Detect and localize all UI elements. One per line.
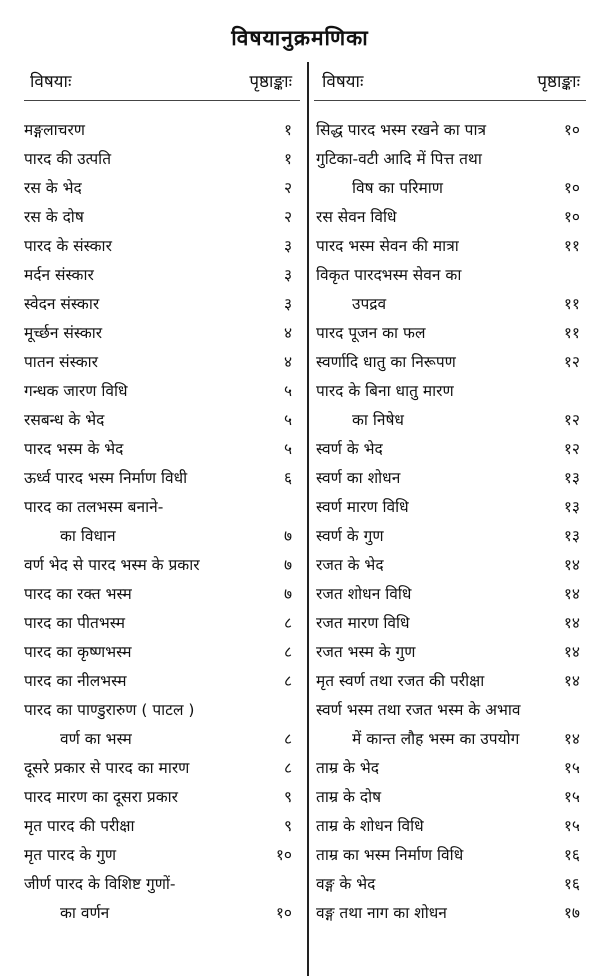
toc-entry <box>316 667 584 696</box>
entry-page-number: १३ <box>563 469 580 487</box>
entry-page-number: ४ <box>283 324 292 342</box>
toc-entry <box>316 464 584 493</box>
toc-entry <box>316 899 584 928</box>
entry-title: रजत शोधन विधि <box>316 585 412 603</box>
toc-entry <box>24 493 296 551</box>
entry-page-number: ३ <box>283 237 292 255</box>
toc-entry <box>24 232 296 261</box>
entry-page-number: १७ <box>563 904 580 922</box>
entry-page-number: १४ <box>563 672 580 690</box>
entry-page-number: १५ <box>563 817 580 835</box>
entry-title: रस के दोष <box>24 208 84 226</box>
toc-entry <box>24 812 296 841</box>
entry-page-number: ५ <box>283 382 292 400</box>
entry-page-number: १४ <box>563 585 580 603</box>
page-title: विषयानुक्रमणिका <box>231 26 369 50</box>
toc-entry <box>24 609 296 638</box>
toc-entry <box>24 551 296 580</box>
entry-page-number: १० <box>275 904 292 922</box>
entry-title: पारद के बिना धातु मारण <box>316 382 454 400</box>
entry-title-continued: का निषेध <box>352 411 404 429</box>
column-divider <box>307 62 309 976</box>
entry-title: पारद का पाण्डुरारुण ( पाटल ) <box>24 701 195 719</box>
subject-header: विषयाः <box>322 71 364 92</box>
toc-entry <box>316 841 584 870</box>
toc-entry <box>24 870 296 928</box>
entry-page-number: १५ <box>563 759 580 777</box>
entry-page-number: १२ <box>563 411 580 429</box>
toc-entry <box>24 464 296 493</box>
entry-title-continued: विष का परिमाण <box>352 179 444 197</box>
page-header: पृष्ठाङ्काः <box>249 71 292 92</box>
right-column <box>316 64 584 928</box>
entry-title: पारद के संस्कार <box>24 237 112 255</box>
page-header: पृष्ठाङ्काः <box>537 71 580 92</box>
entry-title: पारद की उत्पति <box>24 150 112 168</box>
entry-title: पारद का रक्त भस्म <box>24 585 132 603</box>
entry-page-number: १४ <box>563 556 580 574</box>
entry-title: स्वर्ण के गुण <box>316 527 384 545</box>
toc-entry <box>24 145 296 174</box>
toc-entry <box>24 406 296 435</box>
toc-entry <box>316 522 584 551</box>
entry-title: मर्दन संस्कार <box>24 266 94 284</box>
entry-page-number: १२ <box>563 353 580 371</box>
entry-title: मङ्गलाचरण <box>24 121 85 139</box>
toc-entry <box>24 203 296 232</box>
entry-title: रसबन्ध के भेद <box>24 411 105 429</box>
entry-page-number: ५ <box>283 440 292 458</box>
entry-title-continued: का विधान <box>60 527 116 545</box>
toc-entry <box>316 754 584 783</box>
toc-entry <box>316 696 584 754</box>
subject-header: विषयाः <box>30 71 72 92</box>
entry-page-number: ४ <box>283 353 292 371</box>
entry-title-continued: उपद्रव <box>352 295 387 313</box>
entry-page-number: १३ <box>563 498 580 516</box>
toc-entry <box>316 261 584 319</box>
toc-entry <box>24 638 296 667</box>
entry-title: पारद का कृष्णभस्म <box>24 643 132 661</box>
entry-page-number: ८ <box>283 643 292 661</box>
entry-page-number: १६ <box>563 846 580 864</box>
toc-entry <box>24 841 296 870</box>
entry-title: मृत पारद की परीक्षा <box>24 817 135 835</box>
entry-title: ऊर्ध्व पारद भस्म निर्माण विधी <box>24 469 188 487</box>
entry-title: स्वर्ण के भेद <box>316 440 383 458</box>
entry-page-number: ९ <box>283 788 292 806</box>
entry-title-continued: का वर्णन <box>60 904 110 922</box>
toc-entry <box>24 174 296 203</box>
toc-entry <box>24 319 296 348</box>
toc-entry <box>316 812 584 841</box>
toc-entry <box>24 348 296 377</box>
entry-title: पारद मारण का दूसरा प्रकार <box>24 788 178 806</box>
toc-entry <box>316 493 584 522</box>
entry-page-number: ११ <box>563 324 580 342</box>
entry-title: रजत मारण विधि <box>316 614 410 632</box>
toc-entry <box>316 319 584 348</box>
entry-title: पारद का तलभस्म बनाने- <box>24 498 164 516</box>
entry-title: स्वर्णादि धातु का निरूपण <box>316 353 456 371</box>
entry-page-number: १ <box>283 121 292 139</box>
entry-title: रस सेवन विधि <box>316 208 397 226</box>
toc-entry <box>24 116 296 145</box>
entry-title: पारद पूजन का फल <box>316 324 426 342</box>
right-entry-list <box>316 116 584 928</box>
entry-title-continued: वर्ण का भस्म <box>60 730 132 748</box>
entry-page-number: ८ <box>283 730 292 748</box>
entry-title: गुटिका-वटी आदि में पित्त तथा <box>316 150 482 168</box>
entry-title: दूसरे प्रकार से पारद का मारण <box>24 759 190 777</box>
entry-page-number: ८ <box>283 614 292 632</box>
entry-title-continued: में कान्त लौह भस्म का उपयोग <box>352 730 520 748</box>
entry-title: पारद भस्म के भेद <box>24 440 124 458</box>
toc-entry <box>24 580 296 609</box>
toc-entry <box>24 290 296 319</box>
entry-title: पारद भस्म सेवन की मात्रा <box>316 237 459 255</box>
entry-page-number: ३ <box>283 266 292 284</box>
toc-entry <box>24 783 296 812</box>
entry-page-number: ६ <box>283 469 292 487</box>
entry-page-number: ५ <box>283 411 292 429</box>
entry-page-number: १० <box>563 121 580 139</box>
toc-entry <box>24 261 296 290</box>
entry-title: गन्धक जारण विधि <box>24 382 128 400</box>
entry-title: स्वेदन संस्कार <box>24 295 100 313</box>
entry-title: ताम्र के शोधन विधि <box>316 817 424 835</box>
entry-page-number: ९ <box>283 817 292 835</box>
entry-title: पारद का नीलभस्म <box>24 672 127 690</box>
entry-page-number: १४ <box>563 614 580 632</box>
left-column-header <box>24 64 296 96</box>
entry-title: स्वर्ण का शोधन <box>316 469 401 487</box>
toc-entry <box>24 377 296 406</box>
entry-page-number: १३ <box>563 527 580 545</box>
entry-page-number: १४ <box>563 643 580 661</box>
entry-title: सिद्ध पारद भस्म रखने का पात्र <box>316 121 487 139</box>
entry-page-number: ११ <box>563 237 580 255</box>
entry-title: स्वर्ण भस्म तथा रजत भस्म के अभाव <box>316 701 521 719</box>
toc-entry <box>24 696 296 754</box>
toc-entry <box>316 551 584 580</box>
entry-page-number: १० <box>563 208 580 226</box>
entry-title: मृत पारद के गुण <box>24 846 117 864</box>
entry-title: पारद का पीतभस्म <box>24 614 126 632</box>
toc-entry <box>316 116 584 145</box>
right-column-header <box>316 64 584 96</box>
entry-title: वर्ण भेद से पारद भस्म के प्रकार <box>24 556 200 574</box>
toc-entry <box>316 638 584 667</box>
toc-entry <box>316 145 584 203</box>
entry-title: ताम्र के भेद <box>316 759 380 777</box>
toc-entry <box>24 435 296 464</box>
entry-title: मृत स्वर्ण तथा रजत की परीक्षा <box>316 672 485 690</box>
entry-page-number: ७ <box>283 585 292 603</box>
entry-title: वङ्ग के भेद <box>316 875 376 893</box>
entry-page-number: ७ <box>283 556 292 574</box>
entry-page-number: ३ <box>283 295 292 313</box>
entry-page-number: १६ <box>563 875 580 893</box>
toc-entry <box>316 377 584 435</box>
entry-page-number: २ <box>283 179 292 197</box>
entry-page-number: ११ <box>563 295 580 313</box>
entry-page-number: १० <box>275 846 292 864</box>
entry-page-number: १२ <box>563 440 580 458</box>
entry-title: वङ्ग तथा नाग का शोधन <box>316 904 447 922</box>
entry-title: विकृत पारदभस्म सेवन का <box>316 266 462 284</box>
entry-page-number: २ <box>283 208 292 226</box>
entry-title: स्वर्ण मारण विधि <box>316 498 409 516</box>
toc-entry <box>316 580 584 609</box>
entry-title: पातन संस्कार <box>24 353 98 371</box>
toc-entry <box>316 203 584 232</box>
entry-page-number: १४ <box>563 730 580 748</box>
toc-entry <box>316 783 584 812</box>
entry-title: रजत भस्म के गुण <box>316 643 416 661</box>
left-column <box>24 64 296 928</box>
entry-page-number: १ <box>283 150 292 168</box>
entry-title: ताम्र का भस्म निर्माण विधि <box>316 846 464 864</box>
toc-entry <box>316 870 584 899</box>
entry-page-number: ८ <box>283 759 292 777</box>
entry-title: जीर्ण पारद के विशिष्ट गुणों- <box>24 875 176 893</box>
left-entry-list <box>24 116 296 928</box>
toc-entry <box>316 435 584 464</box>
entry-title: ताम्र के दोष <box>316 788 382 806</box>
entry-title: रजत के भेद <box>316 556 384 574</box>
entry-title: रस के भेद <box>24 179 82 197</box>
entry-page-number: ८ <box>283 672 292 690</box>
entry-page-number: ७ <box>283 527 292 545</box>
toc-entry <box>316 348 584 377</box>
entry-page-number: १५ <box>563 788 580 806</box>
entry-page-number: १० <box>563 179 580 197</box>
entry-title: मूर्च्छन संस्कार <box>24 324 103 342</box>
toc-entry <box>316 609 584 638</box>
toc-entry <box>24 754 296 783</box>
toc-entry <box>316 232 584 261</box>
toc-entry <box>24 667 296 696</box>
